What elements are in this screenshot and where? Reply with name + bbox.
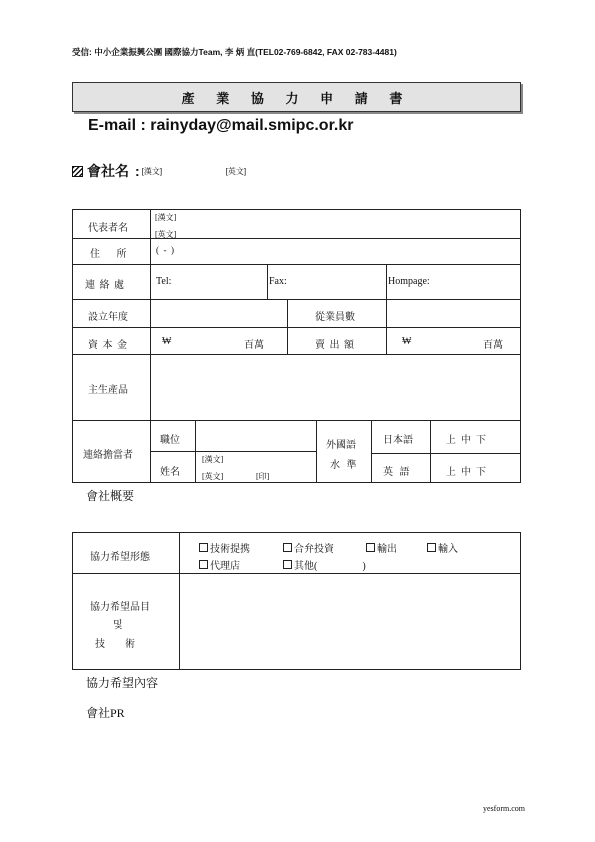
name-english-field[interactable]: [英文] — [202, 472, 224, 481]
contact-person-label: 連絡擔當者 — [83, 450, 133, 461]
fax-field[interactable]: Fax: — [269, 276, 287, 287]
foreign-language-label: 外國語 — [326, 440, 356, 451]
sales-unit: 百萬 — [483, 340, 503, 351]
rep-name-english-field[interactable]: [英文] — [155, 230, 177, 239]
checkbox-icon[interactable] — [283, 560, 292, 569]
company-name-row — [72, 161, 246, 181]
contact-label: 連 絡 處 — [85, 280, 125, 291]
sales-won-sign: ₩ — [402, 336, 412, 347]
company-colon: : — [135, 163, 140, 179]
company-overview-label: 會社概要 — [86, 489, 135, 503]
address-field[interactable]: ( - ) — [156, 245, 174, 255]
items-label-line2: 및 — [113, 620, 123, 631]
company-name-label: 會社名 — [87, 163, 129, 179]
tel-field[interactable]: Tel: — [156, 276, 172, 287]
english-level-options[interactable]: 上 中 下 — [446, 467, 486, 478]
rep-name-hanmun-field[interactable]: [漢文] — [155, 213, 177, 222]
checkbox-icon[interactable] — [199, 560, 208, 569]
option-import[interactable]: 輸入 — [427, 540, 458, 555]
cooperation-content-label: 協力希望內容 — [86, 676, 159, 690]
footer-source: yesform.com — [483, 804, 525, 813]
position-label: 職位 — [160, 435, 180, 446]
option-joint-venture[interactable]: 合弁投資 — [283, 540, 334, 555]
cooperation-type-label: 協力希望形態 — [90, 552, 150, 563]
company-english-field[interactable]: [英文] — [225, 166, 247, 176]
checkbox-icon[interactable] — [366, 543, 375, 552]
checkbox-icon[interactable] — [427, 543, 436, 552]
recipient-header: 受信: 中小企業振興公團 國際協力Team, 李 炳 直(TEL02-769-6842, FAX 02-783-4481) — [72, 47, 397, 57]
contact-email: E-mail : rainyday@mail.smipc.or.kr — [88, 117, 354, 134]
language-level-label: 水 準 — [330, 460, 359, 471]
founded-year-label: 設立年度 — [88, 312, 128, 323]
items-label-line1: 協力希望品目 — [90, 602, 150, 613]
name-label: 姓名 — [160, 467, 180, 478]
japanese-level-options[interactable]: 上 中 下 — [446, 435, 486, 446]
address-label: 住 所 — [90, 249, 127, 260]
homepage-field[interactable]: Hompage: — [388, 276, 430, 287]
sales-label: 賣 出 額 — [315, 340, 355, 351]
name-hanmun-field[interactable]: [漢文] — [202, 455, 224, 464]
hatched-square-icon — [72, 166, 83, 177]
english-label: 英 語 — [383, 467, 410, 478]
company-hanmun-field[interactable]: [漢文] — [141, 166, 163, 176]
checkbox-icon[interactable] — [283, 543, 292, 552]
rep-name-label: 代表者名 — [88, 223, 128, 234]
items-label-line3: 技 術 — [95, 639, 135, 650]
capital-label: 資 本 金 — [88, 340, 128, 351]
capital-unit: 百萬 — [244, 340, 264, 351]
seal-mark: [印] — [256, 472, 270, 481]
option-export[interactable]: 輸出 — [366, 540, 397, 555]
checkbox-icon[interactable] — [199, 543, 208, 552]
option-tech-tieup[interactable]: 技術提携 — [199, 540, 250, 555]
japanese-label: 日本語 — [383, 435, 413, 446]
main-products-label: 主生產品 — [88, 385, 128, 396]
form-title: 產 業 協 力 申 請 書 — [72, 82, 521, 112]
option-other[interactable]: 其他( ) — [283, 557, 366, 572]
company-pr-label: 會社PR — [86, 706, 125, 720]
employees-label: 從業員數 — [315, 312, 355, 323]
option-agency[interactable]: 代理店 — [199, 557, 240, 572]
capital-won-sign: ₩ — [162, 336, 172, 347]
